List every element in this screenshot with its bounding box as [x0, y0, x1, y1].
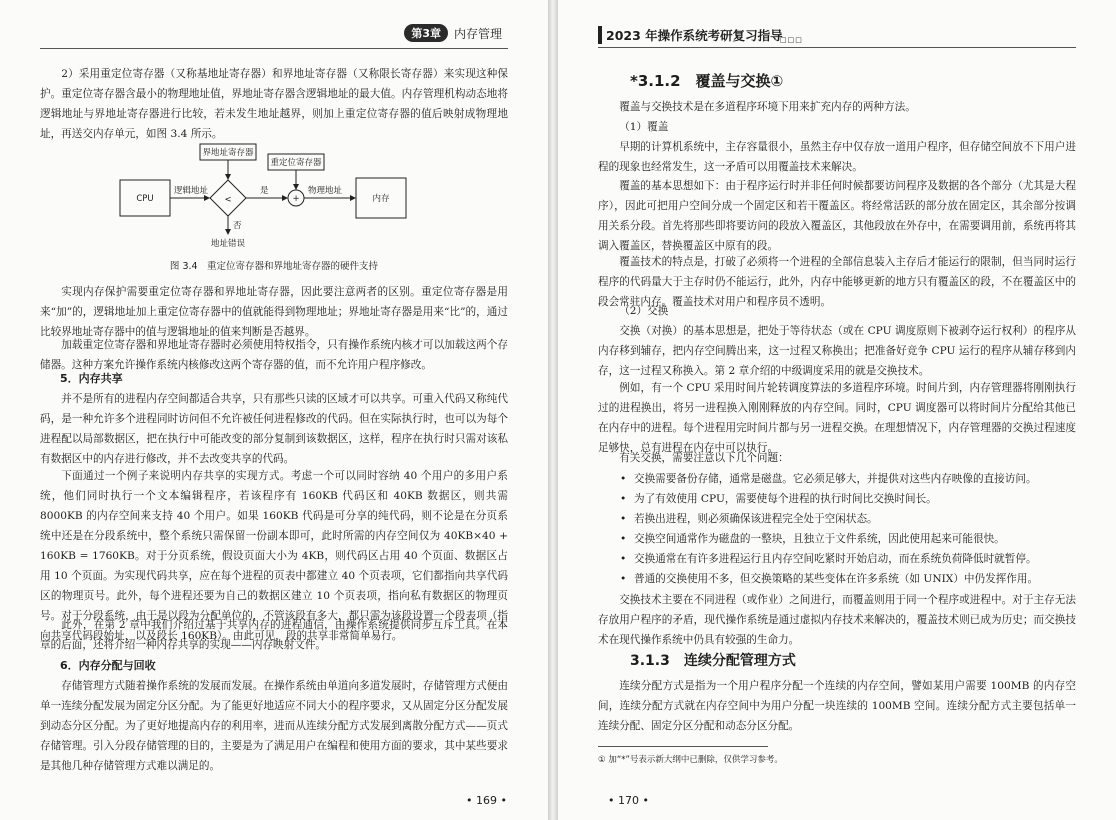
paragraph-overlay-2: 覆盖的基本思想如下：由于程序运行时并非任何时候都要访问程序及数据的各个部分（尤其是大程序），因此可把用户空间分成一个固定区和若干覆盖区。将经常活跃的部分放在固定区，其余部分按调用关系分段。首先将那些即将要访问的段放入覆盖区，其他段放在外存中，在需要调用前，系统再将其调入覆盖区，替换覆盖区中原有的段。 [598, 180, 1076, 252]
paragraph-swap-2: 例如，有一个 CPU 采用时间片轮转调度算法的多道程序环境。时间片到，内存管理器将刚刚执行过的进程换出，将另一进程换入刚刚释放的内存空间。同时，CPU 调度器可以将时间片分配给其他已在内存中的进程。每个进程用完时间片都与另一进程交换。在理想情况下，内存管理器的交换过程速度足够快，总有进程在内存中可以执行。 [598, 382, 1076, 454]
comparator-symbol: < [224, 195, 232, 205]
footnote-rule [598, 746, 768, 747]
list-item: • 为了有效使用 CPU，需要使每个进程的执行时间比交换时间长。 [620, 489, 1080, 509]
chapter-title: 内存管理 [453, 26, 502, 41]
subsection-swap: （2）交换 [619, 305, 669, 317]
cpu-label: CPU [136, 194, 154, 204]
list-item: • 若换出进程，则必须确保该进程完全处于空闲状态。 [620, 509, 1080, 529]
section-3-1-3-title: 3.1.3 连续分配管理方式 [630, 653, 796, 669]
address-error-label: 地址错误 [210, 239, 246, 249]
relocation-register-label: 重定位寄存器 [270, 158, 322, 168]
header-rule [598, 47, 1076, 48]
logical-address-label: 逻辑地址 [174, 186, 209, 196]
paragraph-overlay-3: 覆盖技术的特点是，打破了必须将一个进程的全部信息装入主存后才能运行的限制，但当同时运行程序的代码量大于主存时仍不能运行，此外，内存中能够更新的地方只有覆盖区的段，不在覆盖区中的段会常驻内存。覆盖技术对用户和程序员不透明。 [598, 256, 1076, 308]
swap-notes-list [620, 469, 1080, 589]
paragraph-impl-2: 加载重定位寄存器和界地址寄存器时必须使用特权指令，只有操作系统内核才可以加载这两个存储器。这种方案允许操作系统内核修改这两个寄存器的值，而不允许用户程序修改。 [40, 339, 508, 371]
list-item: • 交换需要备份存储，通常是磁盘。它必须足够大，并提供对这些内存映像的直接访问。 [620, 469, 1080, 489]
adder-symbol: + [292, 194, 300, 204]
header-rule [40, 48, 508, 49]
list-item: • 交换空间通常作为磁盘的一整块，且独立于文件系统，因此使用起来可能很快。 [620, 529, 1080, 549]
subsection-overlay: （1）覆盖 [619, 121, 669, 133]
paragraph-relocation: 2）采用重定位寄存器（又称基地址寄存器）和界地址寄存器（又称限长寄存器）来实现这种保护。重定位寄存器含最小的物理地址值，界地址寄存器含逻辑地址的最大值。内存管理机构动态地将逻辑地址与界地址寄存器进行比较，若未发生地址越界，则加上重定位寄存器的值后映射成物理地址，再送交内存单元，如图 3.4 所示。 [40, 68, 508, 140]
limit-register-label: 界地址寄存器 [202, 148, 254, 158]
paragraph-continuous: 连续分配方式是指为一个用户程序分配一个连续的内存空间，譬如某用户需要 100MB 的内存空间，连续分配方式就在内存空间中为用户分配一块连续的 100MB 空间。连续分配方式主要包括单一连续分配、固定分区分配和动态分区分配。 [598, 680, 1076, 732]
yes-label: 是 [260, 186, 269, 196]
left-page [0, 0, 548, 820]
page-number-right: • 170 • [608, 794, 649, 807]
book-title: 2023 年操作系统考研复习指导 [598, 26, 783, 44]
book-gutter [548, 0, 558, 820]
section-3-1-2-title: *3.1.2 覆盖与交换① [630, 72, 784, 90]
header-decor: □□□ [780, 36, 803, 44]
figure-3-4-diagram [110, 140, 440, 252]
chapter-badge: 第3章 [404, 24, 448, 42]
paragraph-impl-1: 实现内存保护需要重定位寄存器和界地址寄存器，因此要注意两者的区别。重定位寄存器是用来“加”的，逻辑地址加上重定位寄存器中的值就能得到物理地址；界地址寄存器是用来“比”的，通过比较界地址寄存器中的值与逻辑地址的值来判断是否越界。 [40, 286, 508, 338]
physical-address-label: 物理地址 [308, 186, 343, 196]
list-item: • 交换通常在有许多进程运行且内存空间吃紧时开始启动，而在系统负荷降低时就暂停。 [620, 549, 1080, 569]
memory-label: 内存 [372, 194, 390, 204]
footnote: ① 加“*”号表示新大纲中已删除，仅供学习参考。 [598, 755, 783, 765]
figure-caption: 图 3.4 重定位寄存器和界地址寄存器的硬件支持 [169, 261, 379, 272]
paragraph-swap-3: 有关交换，需要注意以下几个问题： [619, 452, 789, 464]
right-page [558, 0, 1116, 820]
paragraph-share-3: 此外，在第 2 章中我们介绍过基于共享内存的进程通信，由操作系统提供同步互斥工具。在本章的后面，还将介绍一种内存共享的实现——内存映射文件。 [40, 619, 508, 651]
paragraph-share-1: 并不是所有的进程内存空间都适合共享，只有那些只读的区域才可以共享。可重入代码又称纯代码，是一种允许多个进程同时访问但不允许被任何进程修改的代码。但在实际执行时，也可以为每个进程配以局部数据区，把在执行中可能改变的部分复制到该数据区，这样，程序在执行时只需对该私有数据区中的内存进行修改，并不去改变共享的代码。 [40, 393, 508, 465]
paragraph-alloc: 存储管理方式随着操作系统的发展而发展。在操作系统由单道向多道发展时，存储管理方式便由单一连续分配发展为固定分区分配。为了能更好地适应不同大小的程序要求，又从固定分区分配发展到动态分区分配。为了更好地提高内存的利用率，进而从连续分配方式发展到离散分配方式——页式存储管理。引入分段存储管理的目的，主要是为了满足用户在编程和使用方面的要求，其中某些要求是其他几种存储管理方式难以满足的。 [40, 680, 508, 772]
chapter-header [404, 24, 502, 42]
section-5-title: 5．内存共享 [60, 372, 123, 385]
list-item: • 普通的交换使用不多，但交换策略的某些变体在许多系统（如 UNIX）中仍发挥作用。 [620, 569, 1080, 589]
paragraph-share-2: 下面通过一个例子来说明内存共享的实现方式。考虑一个可以同时容纳 40 个用户的多用户系统，他们同时执行一个文本编辑程序，若该程序有 160KB 代码区和 40KB 数据区，则共需 8000KB 的内存空间来支持 40 个用户。如果 160KB 代码是可分享的纯代码，则不论是在分页系统中还是在分段系统中，整个系统只需保留一份副本即可，此时所需的内存空间仅为 40KB×40 + 160KB = 1760KB。对于分页系统，假设页面大小为 4KB，则代码区占用 40 个页面、数据区占用 10 个页面。为实现代码共享，应在每个进程的页表中都建立 40 个页表项，它们都指向共享代码区的物理页号。此外，每个进程还要为自己的数据区建立 10 个页表项，指向私有数据区的物理页号。对于分段系统，由于是以段为分配单位的，不管该段有多大，都只需为该段设置一个段表项（指向共享代码段始址，以及段长 160KB）。由此可见，段的共享非常简单易行。 [40, 470, 508, 642]
section-6-title: 6．内存分配与回收 [60, 659, 156, 672]
paragraph-overlay-1: 早期的计算机系统中，主存容量很小，虽然主存中仅存放一道用户程序，但存储空间放不下用户进程的现象也经常发生，这一矛盾可以用覆盖技术来解决。 [598, 141, 1076, 173]
paragraph-swap-4: 交换技术主要在不同进程（或作业）之间进行，而覆盖则用于同一个程序或进程中。对于主存无法存放用户程序的矛盾，现代操作系统是通过虚拟内存技术来解决的，覆盖技术则已成为历史；而交换技术在现代操作系统中仍具有较强的生命力。 [598, 594, 1076, 646]
no-label: 否 [233, 221, 242, 231]
paragraph-swap-1: 交换（对换）的基本思想是，把处于等待状态（或在 CPU 调度原则下被剥夺运行权利）的程序从内存移到辅存，把内存空间腾出来，这一过程又称换出；把准备好竞争 CPU 运行的程序从辅存移到内存，这一过程又称换入。第 2 章介绍的中级调度采用的就是交换技术。 [598, 325, 1076, 377]
paragraph-intro: 覆盖与交换技术是在多道程序环境下用来扩充内存的两种方法。 [619, 101, 916, 113]
page-number-left: • 169 • [466, 794, 507, 807]
